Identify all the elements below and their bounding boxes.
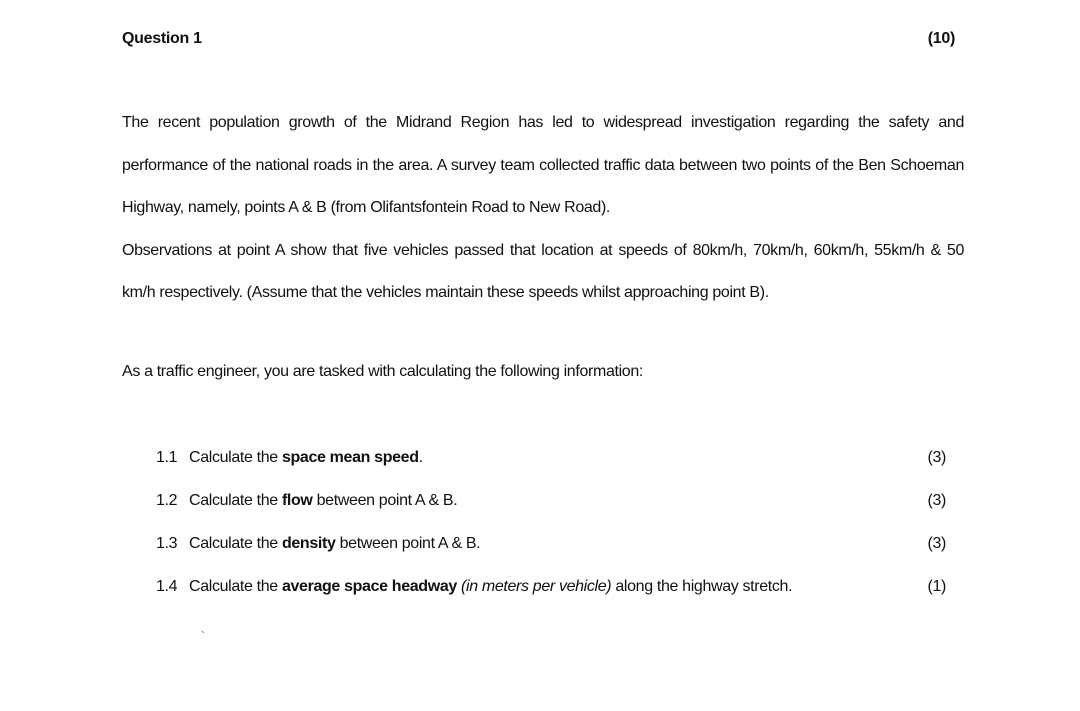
sub-question: [156, 490, 946, 533]
question-total-marks: (10): [927, 30, 955, 47]
sub-question-text: Calculate the average space headway (in meters per vehicle) along the highway stretch.: [189, 578, 793, 595]
paragraph-background: The recent population growth of the Midrand Region has led to widespread investigation regarding the safety and performance of the national roads in the area. A survey team collected traffic data between two points of the Ben Schoeman Highway, namely, points A & B (from Olifantsfontein Road to New Road).: [122, 114, 964, 216]
sub-question-number: 1.4: [156, 578, 178, 595]
question-header: [122, 30, 955, 50]
paragraph-observations: Observations at point A show that five vehicles passed that location at speeds of 80km/h, 70km/h, 60km/h, 55km/h & 50 km/h respectively. (Assume that the vehicles maintain these speeds whilst approaching point B).: [122, 241, 964, 301]
task-intro: As a traffic engineer, you are tasked with calculating the following information:: [122, 363, 643, 380]
sub-question-list: [156, 447, 946, 619]
sub-question-marks: (1): [927, 578, 946, 595]
sub-question: [156, 447, 946, 490]
sub-question-marks: (3): [927, 449, 946, 466]
sub-question-marks: (3): [927, 535, 946, 552]
sub-question-text: Calculate the density between point A & B.: [189, 535, 481, 552]
sub-question-number: 1.3: [156, 535, 178, 552]
question-title: Question 1: [122, 30, 202, 47]
sub-question-marks: (3): [927, 492, 946, 509]
sub-question-number: 1.1: [156, 449, 178, 466]
sub-question: [156, 533, 946, 576]
question-body: [122, 102, 964, 315]
stray-backtick: `: [201, 629, 205, 643]
sub-question-number: 1.2: [156, 492, 178, 509]
sub-question-text: Calculate the flow between point A & B.: [189, 492, 458, 509]
sub-question-text: Calculate the space mean speed.: [189, 449, 423, 466]
sub-question: [156, 576, 946, 619]
